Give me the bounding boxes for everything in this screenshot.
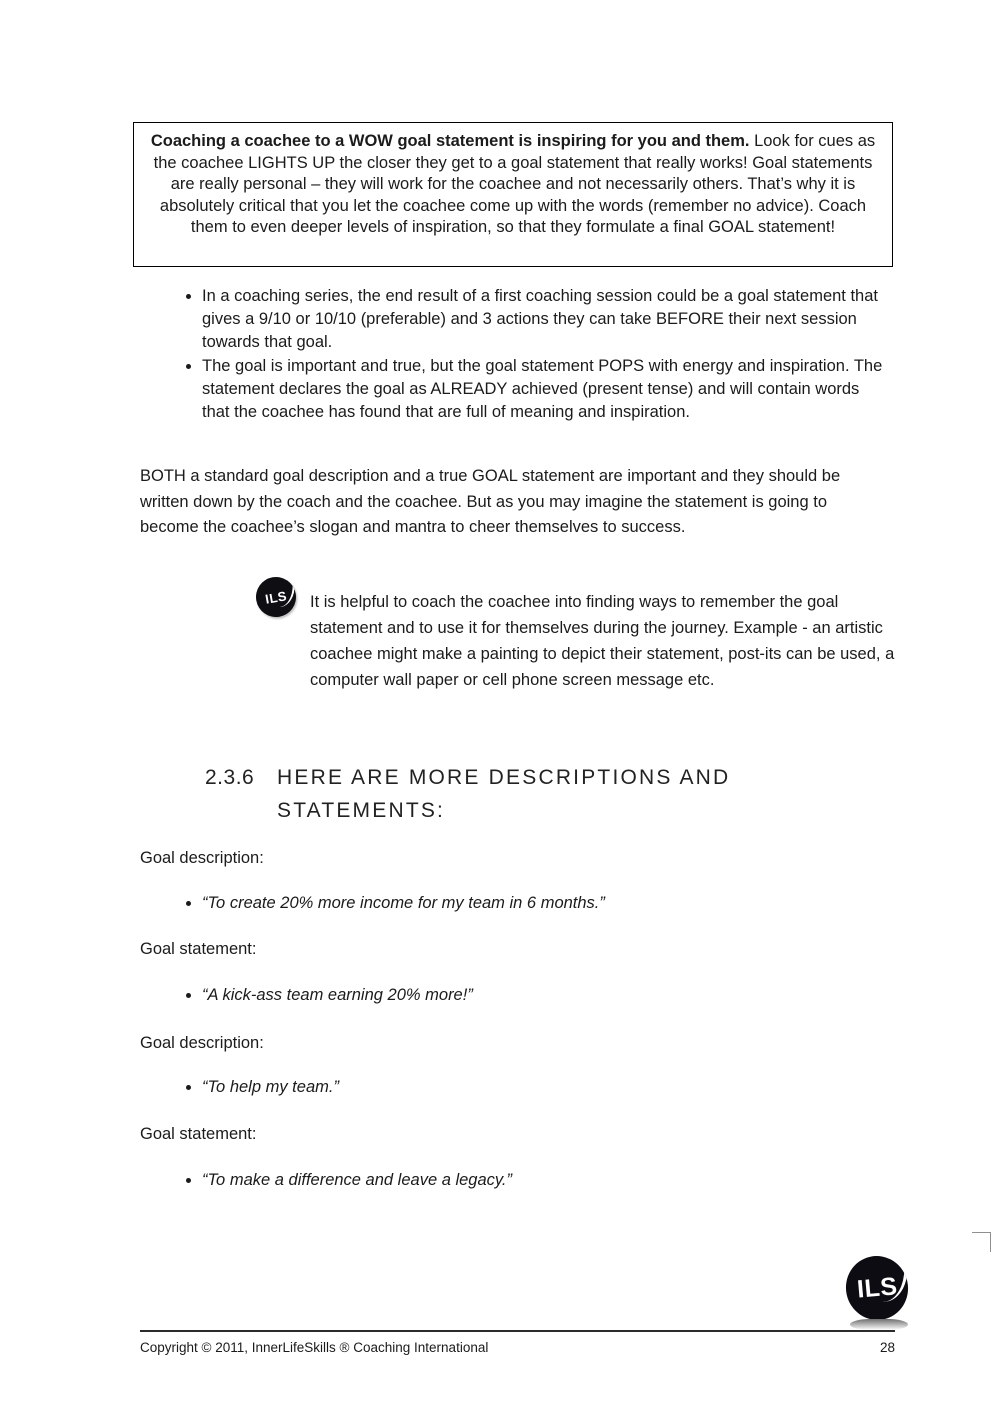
ils-logo-label: ILS (855, 1271, 899, 1304)
ils-logo-shadow (850, 1319, 908, 1330)
bullet-item: • In a coaching series, the end result of a first coaching session could be a goal statement that gives a 9/10 or 10/10 (preferable) and 3 actions they can take BEFORE their next session towards that goal. (202, 285, 888, 355)
bullet-list (140, 285, 888, 424)
quote-item: • “To create 20% more income for my team in 6 months.” (202, 891, 840, 915)
callout-box (133, 122, 893, 267)
footer-copyright: Copyright © 2011, InnerLifeSkills ® Coaching International (140, 1340, 489, 1355)
section-heading (205, 761, 757, 827)
goal-description-label: Goal description: (140, 849, 264, 867)
goal-description-label: Goal description: (140, 1034, 264, 1052)
callout-rest-text: Look for cues as the coachee LIGHTS UP the closer they get to a goal statement that really works! Goal statements are really personal – they will work for the coachee and not necessarily others. That’s why it is absolutely critical that you let the coachee come up with the words (remember no advice). Coach them to even deeper levels of inspiration, so that they formulate a final GOAL statement! (153, 132, 876, 236)
footer-page-number: 28 (879, 1340, 895, 1355)
footer-divider (140, 1330, 895, 1332)
goal-description-quote-list (140, 1075, 840, 1099)
bullet-item: • The goal is important and true, but the goal statement POPS with energy and inspiration. The statement declares the goal as ALREADY achieved (present tense) and will contain words that the coachee has found that are full of meaning and inspiration. (202, 355, 888, 425)
goal-statement-quote-list (140, 1168, 840, 1192)
quote-item: • “To help my team.” (202, 1075, 840, 1099)
callout-bold-text: Coaching a coachee to a WOW goal statement is inspiring for you and them. (150, 132, 750, 150)
section-title: HERE ARE MORE DESCRIPTIONS AND STATEMENTS: (277, 766, 731, 822)
quote-item: • “To make a difference and leave a legacy.” (202, 1168, 840, 1192)
tip-text: It is helpful to coach the coachee into finding ways to remember the goal statement and to use it for themselves during the journey. Example - an artistic coachee might make a painting to depict their statement, post-its can be used, a computer wall paper or cell phone screen message etc. (310, 593, 895, 689)
section-number: 2.3.6 (205, 766, 255, 789)
cropped-box-fragment (972, 1232, 991, 1252)
goal-statement-label: Goal statement: (140, 940, 257, 958)
ils-badge-label: ILS (263, 587, 288, 607)
goal-description-quote-list (140, 891, 840, 915)
paragraph-both: BOTH a standard goal description and a true GOAL statement are important and they should be written down by the coach and the coachee. But as you may imagine the statement is going to become the coachee’s slogan and mantra to cheer themselves to success. (140, 467, 841, 536)
goal-statement-label: Goal statement: (140, 1125, 257, 1143)
ils-badge-icon (253, 574, 299, 620)
quote-item: • “A kick-ass team earning 20% more!” (202, 983, 840, 1007)
goal-statement-quote-list (140, 983, 840, 1007)
ils-logo-icon (840, 1250, 914, 1325)
